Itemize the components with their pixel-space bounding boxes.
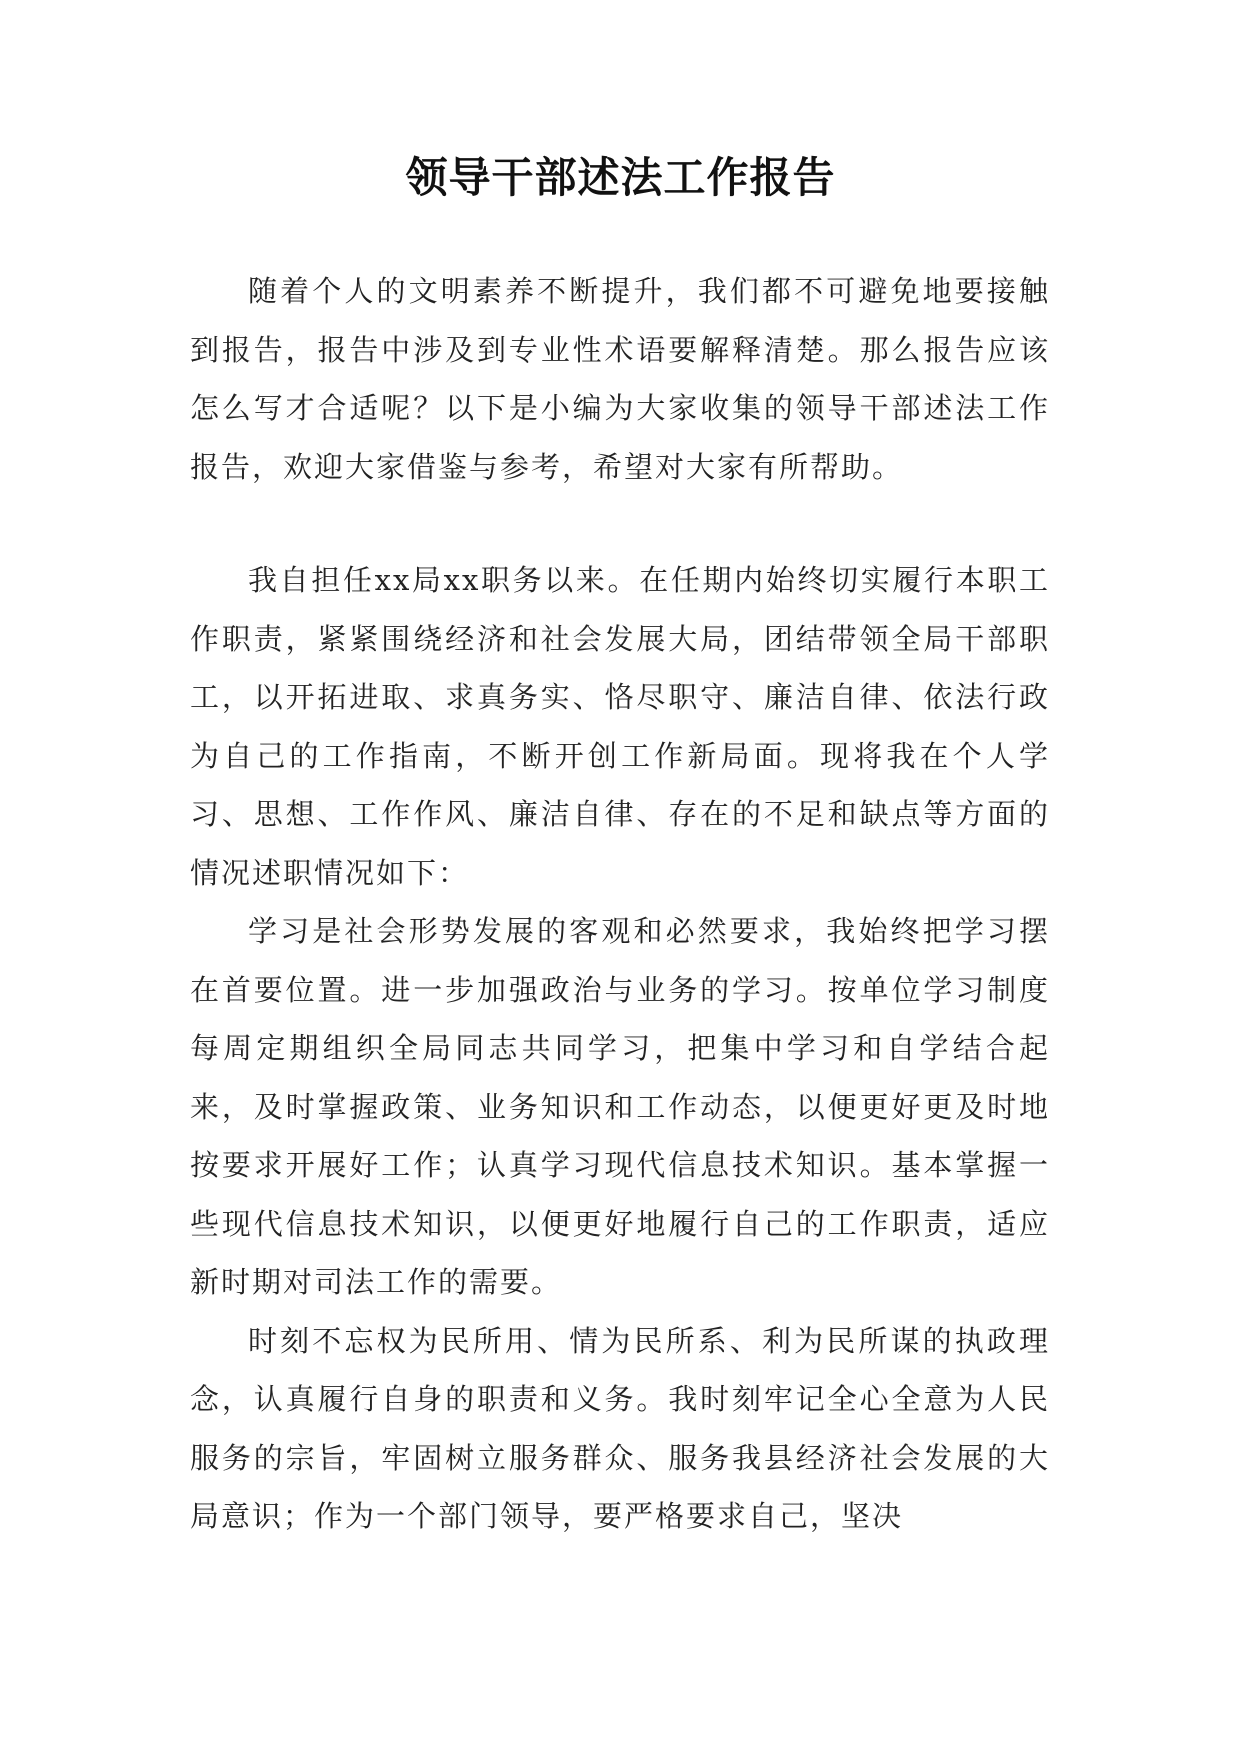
document-title: 领导干部述法工作报告 [405, 153, 836, 202]
body-paragraph-1: 我自担任xx局xx职务以来。在任期内始终切实履行本职工作职责，紧紧围绕经济和社会发展大局，团结带领全局干部职工，以开拓进取、求真务实、恪尽职守、廉洁自律、依法行政为自己的工作指南，不断开创工作新局面。现将我在个人学习、思想、工作作风、廉洁自律、存在的不足和缺点等方面的情况述职情况如下： [190, 563, 1050, 890]
document-body [190, 262, 1050, 1546]
body-paragraph-3: 时刻不忘权为民所用、情为民所系、利为民所谋的执政理念，认真履行自身的职责和义务。我时刻牢记全心全意为人民服务的宗旨，牢固树立服务群众、服务我县经济社会发展的大局意识；作为一个部门领导，要严格要求自己，坚决 [190, 1323, 1050, 1533]
intro-paragraph: 随着个人的文明素养不断提升，我们都不可避免地要接触到报告，报告中涉及到专业性术语要解释清楚。那么报告应该怎么写才合适呢？以下是小编为大家收集的领导干部述法工作报告，欢迎大家借鉴与参考，希望对大家有所帮助。 [190, 274, 1050, 484]
body-paragraph-2: 学习是社会形势发展的客观和必然要求，我始终把学习摆在首要位置。进一步加强政治与业务的学习。按单位学习制度每周定期组织全局同志共同学习，把集中学习和自学结合起来，及时掌握政策、业务知识和工作动态，以便更好更及时地按要求开展好工作；认真学习现代信息技术知识。基本掌握一些现代信息技术知识，以便更好地履行自己的工作职责，适应新时期对司法工作的需要。 [190, 914, 1050, 1299]
